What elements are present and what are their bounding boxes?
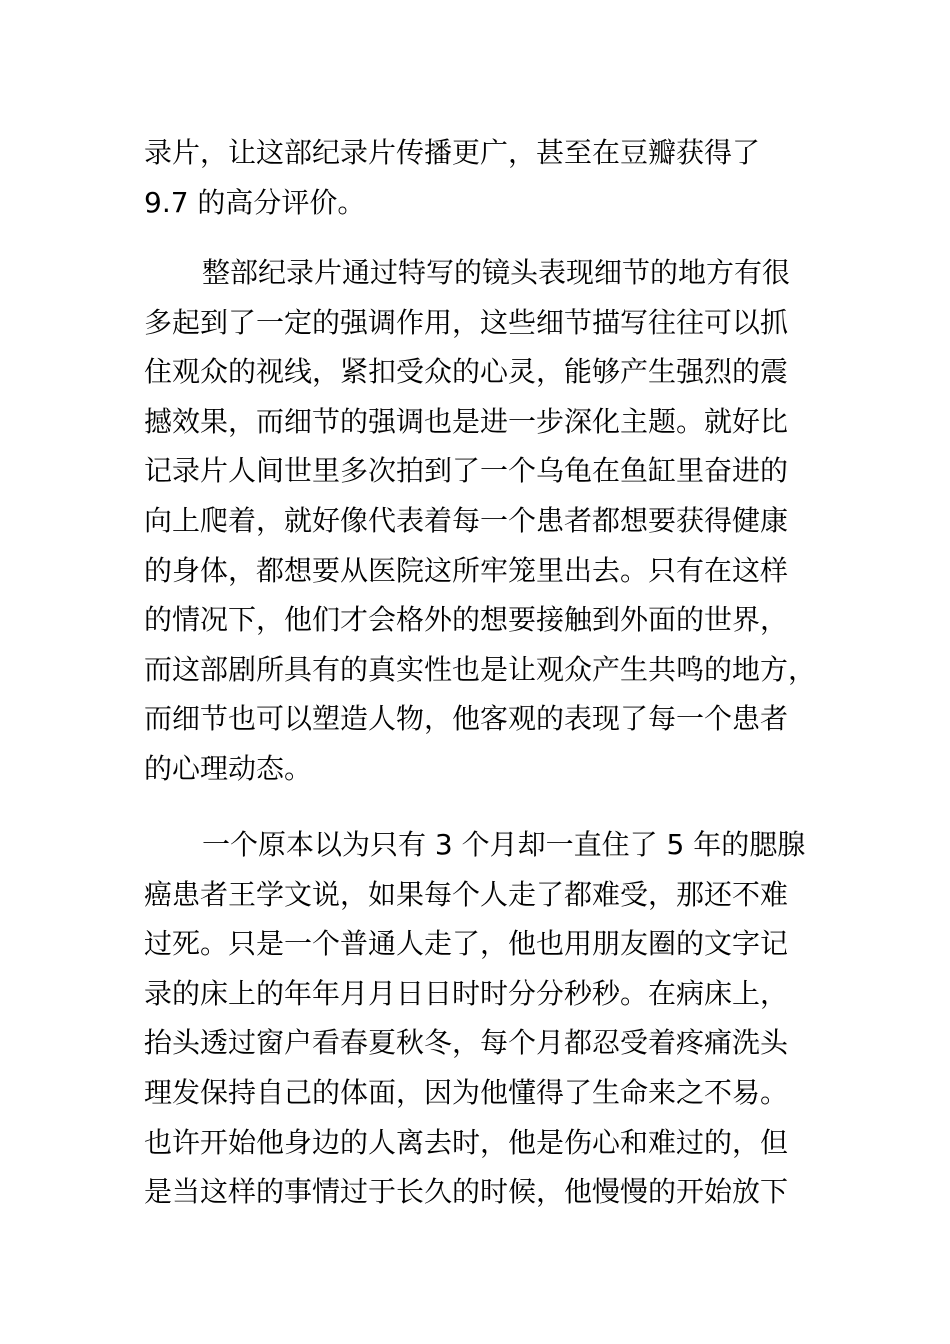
paragraph-line: 多起到了一定的强调作用，这些细节描写往往可以抓 xyxy=(144,305,789,339)
paragraph-line: 9.7 的高分评价。 xyxy=(144,185,366,219)
paragraph-line: 一个原本以为只有 3 个月却一直住了 5 年的腮腺 xyxy=(202,828,806,861)
paragraph-line: 的心理动态。 xyxy=(144,751,313,785)
paragraph-line: 记录片人间世里多次拍到了一个乌龟在鱼缸里奋进的 xyxy=(144,454,789,488)
paragraph-line: 而细节也可以塑造人物，他客观的表现了每一个患者 xyxy=(144,702,789,736)
paragraph-1 xyxy=(144,128,816,227)
paragraph-line: 理发保持自己的体面，因为他懂得了生命来之不易。 xyxy=(144,1075,789,1109)
paragraph-line: 整部纪录片通过特写的镜头表现细节的地方有很 xyxy=(202,256,791,289)
paragraph-line: 住观众的视线，紧扣受众的心灵，能够产生强烈的震 xyxy=(144,355,789,389)
paragraph-line: 的情况下，他们才会格外的想要接触到外面的世界， xyxy=(144,603,789,637)
paragraph-line: 是当这样的事情过于长久的时候，他慢慢的开始放下 xyxy=(144,1175,789,1209)
paragraph-line: 癌患者王学文说，如果每个人走了都难受，那还不难 xyxy=(144,877,789,911)
paragraph-line: 而这部剧所具有的真实性也是让观众产生共鸣的地方， xyxy=(144,652,817,686)
paragraph-2 xyxy=(144,248,816,794)
paragraph-line: 的身体，都想要从医院这所牢笼里出去。只有在这样 xyxy=(144,553,789,587)
paragraph-3 xyxy=(144,820,816,1217)
paragraph-line: 撼效果，而细节的强调也是进一步深化主题。就好比 xyxy=(144,404,789,438)
paragraph-line: 录的床上的年年月月日日时时分分秒秒。在病床上， xyxy=(144,976,789,1010)
paragraph-line: 向上爬着，就好像代表着每一个患者都想要获得健康 xyxy=(144,503,789,537)
paragraph-line: 过死。只是一个普通人走了，他也用朋友圈的文字记 xyxy=(144,927,789,961)
paragraph-line: 抬头透过窗户看春夏秋冬，每个月都忍受着疼痛洗头 xyxy=(144,1026,789,1060)
paragraph-line: 录片，让这部纪录片传播更广，甚至在豆瓣获得了 xyxy=(144,136,761,169)
paragraph-line: 也许开始他身边的人离去时，他是伤心和难过的，但 xyxy=(144,1125,789,1159)
